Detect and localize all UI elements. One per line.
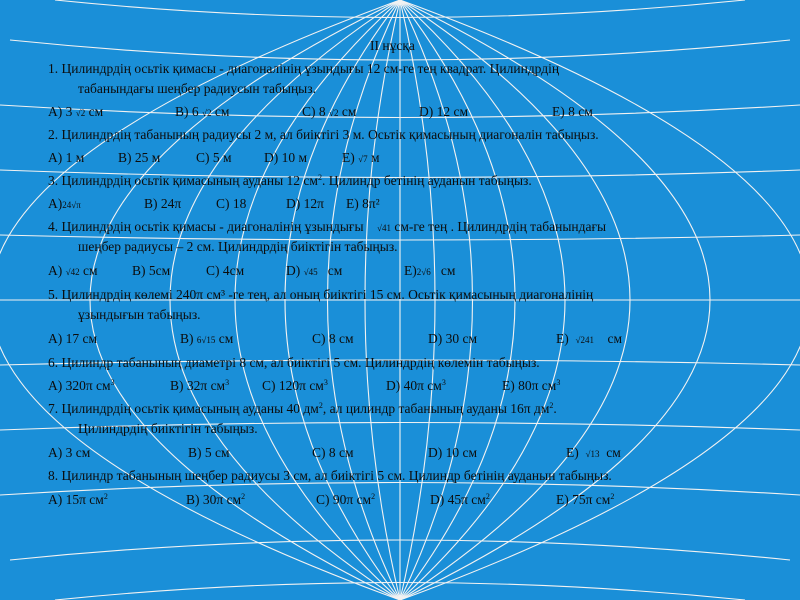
q6-option-a[interactable]: A) 320π $см^3$ xyxy=(48,378,115,393)
q5-text-line2: ұзындығын табыңыз. xyxy=(78,307,201,322)
q8-option-c[interactable]: C) 90π $см^2$ xyxy=(316,492,376,507)
q6-option-c[interactable]: C) 120π $см^3$ xyxy=(262,378,328,393)
q2-option-e[interactable]: E) √7 м xyxy=(342,150,380,165)
q3-text-line1: 3. Цилиндрдің осьтік қимасының ауданы 12 $см^2$. Цилиндр бетінің ауданын табыңыз. xyxy=(48,173,532,188)
q5-option-c[interactable]: C) 8 см xyxy=(312,331,354,346)
q1-option-c[interactable]: C) 8 √2 см xyxy=(302,104,357,119)
q4-text-line1: 4. Цилиндрдің осьтік қимасы - диагоналінің ұзындығы √41 см-ге тең . Цилиндрдің табанындағы xyxy=(48,219,607,234)
q2-option-d[interactable]: D) 10 м xyxy=(264,150,308,165)
q3-option-e[interactable]: E) 8π² xyxy=(346,196,380,211)
q8-option-e[interactable]: E) 75π $см^2$ xyxy=(556,492,615,507)
q7-option-a[interactable]: A) 3 см xyxy=(48,445,91,460)
q7-option-c[interactable]: C) 8 см xyxy=(312,445,354,460)
q4-option-c[interactable]: C) 4см xyxy=(206,263,245,278)
q4-option-d[interactable]: D) √45 см xyxy=(286,263,343,278)
q1-option-a[interactable]: A) 3 √2 см xyxy=(48,104,104,119)
q5-option-b[interactable]: B) 6√15 см xyxy=(180,331,234,346)
q3-option-c[interactable]: C) 18 xyxy=(216,196,247,211)
variant-title: II нұсқа xyxy=(370,38,415,53)
q4-text-line2: шеңбер радиусы – 2 см. Цилиндрдің биіктігін табыңыз. xyxy=(78,239,398,254)
q1-option-e[interactable]: E) 8 см xyxy=(552,104,593,119)
q5-option-a[interactable]: A) 17 см xyxy=(48,331,98,346)
q2-option-b[interactable]: B) 25 м xyxy=(118,150,161,165)
q6-option-b[interactable]: B) 32π $см^3$ xyxy=(170,378,230,393)
q7-text-line1: 7. Цилиндрдің осьтік қимасының ауданы 40 $дм^2$, ал цилиндр табанының ауданы 16π $дм^2$. xyxy=(48,401,557,416)
q1-text-line2: табанындағы шеңбер радиусын табыңыз. xyxy=(78,81,316,96)
q2-option-a[interactable]: A) 1 м xyxy=(48,150,85,165)
q7-option-b[interactable]: B) 5 см xyxy=(188,445,230,460)
q8-text-line1: 8. Цилиндр табанының шеңбер радиусы 3 см, ал биіктігі 5 см. Цилиндр бетінің ауданын табыңыз. xyxy=(48,468,612,483)
q1-option-b[interactable]: B) 6 √2 см xyxy=(175,104,230,119)
q1-text-line1: 1. Цилиндрдің осьтік қимасы - диагоналінің ұзындығы 12 см-ге тең квадрат. Цилиндрдің xyxy=(48,61,560,76)
q2-option-c[interactable]: C) 5 м xyxy=(196,150,232,165)
q7-text-line2: Цилиндрдің биіктігін табыңыз. xyxy=(78,421,258,436)
q2-text-line1: 2. Цилиндрдің табанының радиусы 2 м, ал биіктігі 3 м. Осьтік қимасының диагоналін табыңыз. xyxy=(48,127,599,142)
q4-option-e[interactable]: E)2√6 см xyxy=(404,263,456,278)
q8-option-a[interactable]: A) 15π $см^2$ xyxy=(48,492,108,507)
q6-option-e[interactable]: E) 80π $см^3$ xyxy=(502,378,561,393)
q5-option-e[interactable]: E) √241 см xyxy=(556,331,622,346)
q5-text-line1: 5. Цилиндрдің көлемі 240π см³ -ге тең, ал оның биіктігі 15 см. Осьтік қимасының диагоналінің xyxy=(48,287,594,302)
q7-option-e[interactable]: E) √13 см xyxy=(566,445,621,460)
q6-option-d[interactable]: D) 40π $см^3$ xyxy=(386,378,446,393)
q3-option-d[interactable]: D) 12π xyxy=(286,196,324,211)
q6-text-line1: 6. Цилиндр табанының диаметрі 8 см, ал биіктігі 5 см. Цилиндрдің көлемін табыңыз. xyxy=(48,355,540,370)
q4-option-a[interactable]: A) √42 см xyxy=(48,263,98,278)
q8-option-d[interactable]: D) 45π $см^2$ xyxy=(430,492,490,507)
q8-option-b[interactable]: B) 30π $см^2$ xyxy=(186,492,246,507)
q4-option-b[interactable]: B) 5см xyxy=(132,263,171,278)
q7-option-d[interactable]: D) 10 см xyxy=(428,445,478,460)
q5-option-d[interactable]: D) 30 см xyxy=(428,331,478,346)
q1-option-d[interactable]: D) 12 см xyxy=(419,104,469,119)
q3-option-b[interactable]: B) 24π xyxy=(144,196,182,211)
q3-option-a[interactable]: A)24√π xyxy=(48,196,81,211)
